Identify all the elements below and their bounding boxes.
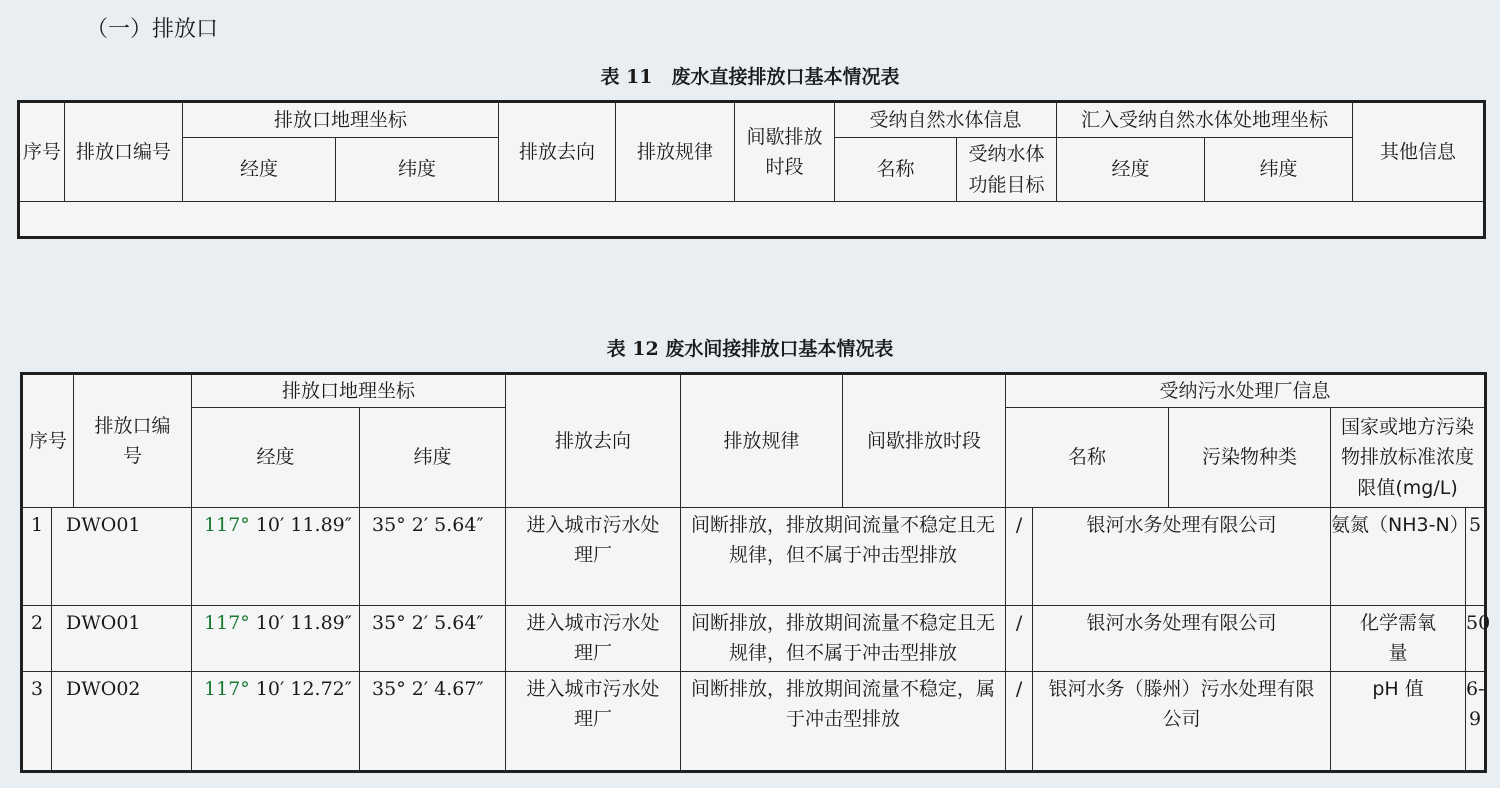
row-outlet-id: DWO01 xyxy=(52,508,192,606)
t11-header-destination: 排放去向 xyxy=(499,102,616,202)
t11-header-confluence-coord: 汇入受纳自然水体处地理坐标 xyxy=(1057,102,1353,138)
row-pollutant: 化学需氧量 xyxy=(1331,606,1466,672)
t12-header-geo-coord: 排放口地理坐标 xyxy=(192,374,506,408)
t11-header-name: 名称 xyxy=(835,138,957,202)
row-seq: 3 xyxy=(22,672,52,772)
table12 xyxy=(20,372,1491,773)
row-latitude: 35° 2′ 5.64″ xyxy=(360,508,506,606)
row-pattern: 间断排放，排放期间流量不稳定且无规律，但不属于冲击型排放 xyxy=(681,508,1006,606)
table-row xyxy=(22,606,1486,672)
row-limit: 5 xyxy=(1466,508,1486,606)
row-longitude xyxy=(192,508,360,606)
row-pattern: 间断排放，排放期间流量不稳定，属于冲击型排放 xyxy=(681,672,1006,772)
t12-header-name: 名称 xyxy=(1006,408,1169,508)
t11-header-longitude: 经度 xyxy=(183,138,336,202)
row-seq: 2 xyxy=(22,606,52,672)
t12-header-seq: 序号 xyxy=(22,374,74,508)
row-longitude xyxy=(192,672,360,772)
row-seq: 1 xyxy=(22,508,52,606)
t11-header-receiving-water: 受纳自然水体信息 xyxy=(835,102,1057,138)
t12-header-outlet-id: 排放口编号 xyxy=(74,374,192,508)
row-outlet-id: DWO02 xyxy=(52,672,192,772)
row-latitude: 35° 2′ 4.67″ xyxy=(360,672,506,772)
table-row xyxy=(22,672,1486,772)
t11-header-latitude2: 纬度 xyxy=(1205,138,1353,202)
longitude-degree: 117° xyxy=(204,678,250,700)
t11-header-seq: 序号 xyxy=(19,102,65,202)
t11-empty-row xyxy=(19,202,1485,238)
t12-header-pollutant: 污染物种类 xyxy=(1169,408,1331,508)
longitude-degree: 117° xyxy=(204,514,250,536)
t12-header-latitude: 纬度 xyxy=(360,408,506,508)
table12-caption: 表 12 废水间接排放口基本情况表 xyxy=(606,338,894,360)
row-destination: 进入城市污水处理厂 xyxy=(506,606,681,672)
row-outlet-id: DWO01 xyxy=(52,606,192,672)
row-pollutant: pH 值 xyxy=(1331,672,1466,772)
row-plant: 银河水务处理有限公司 xyxy=(1033,606,1331,672)
t11-header-geo-coord: 排放口地理坐标 xyxy=(183,102,499,138)
row-latitude: 35° 2′ 5.64″ xyxy=(360,606,506,672)
t12-header-intermittent-period: 间歇排放时段 xyxy=(843,374,1006,508)
t11-header-other: 其他信息 xyxy=(1353,102,1485,202)
table11-caption: 表 11 废水直接排放口基本情况表 xyxy=(600,66,900,88)
row-destination: 进入城市污水处理厂 xyxy=(506,508,681,606)
longitude-degree: 117° xyxy=(204,612,250,634)
t11-header-pattern: 排放规律 xyxy=(616,102,735,202)
row-period: / xyxy=(1006,606,1033,672)
longitude-rest: 10′ 11.89″ xyxy=(255,514,352,536)
row-period: / xyxy=(1006,508,1033,606)
t11-header-water-function: 受纳水体功能目标 xyxy=(957,138,1057,202)
section-title: （一）排放口 xyxy=(86,17,219,42)
row-pattern: 间断排放，排放期间流量不稳定且无规律，但不属于冲击型排放 xyxy=(681,606,1006,672)
row-plant: 银河水务处理有限公司 xyxy=(1033,508,1331,606)
t12-header-plant-info: 受纳污水处理厂信息 xyxy=(1006,374,1486,408)
t12-header-pattern: 排放规律 xyxy=(681,374,843,508)
row-pollutant: 氨氮（NH3-N） xyxy=(1331,508,1466,606)
t12-header-destination: 排放去向 xyxy=(506,374,681,508)
row-period: / xyxy=(1006,672,1033,772)
longitude-rest: 10′ 11.89″ xyxy=(255,612,352,634)
row-plant: 银河水务（滕州）污水处理有限公司 xyxy=(1033,672,1331,772)
table11 xyxy=(17,100,1486,239)
t12-header-limit: 国家或地方污染物排放标准浓度限值(mg/L) xyxy=(1331,408,1486,508)
t11-header-outlet-id: 排放口编号 xyxy=(65,102,183,202)
t12-header-longitude: 经度 xyxy=(192,408,360,508)
t11-header-latitude: 纬度 xyxy=(336,138,499,202)
row-limit: 50 xyxy=(1466,606,1486,672)
t11-header-longitude2: 经度 xyxy=(1057,138,1205,202)
longitude-rest: 10′ 12.72″ xyxy=(255,678,352,700)
row-longitude xyxy=(192,606,360,672)
row-destination: 进入城市污水处理厂 xyxy=(506,672,681,772)
row-limit: 6-9 xyxy=(1466,672,1486,772)
t11-header-intermittent-period: 间歇排放时段 xyxy=(735,102,835,202)
table-row xyxy=(22,508,1486,606)
